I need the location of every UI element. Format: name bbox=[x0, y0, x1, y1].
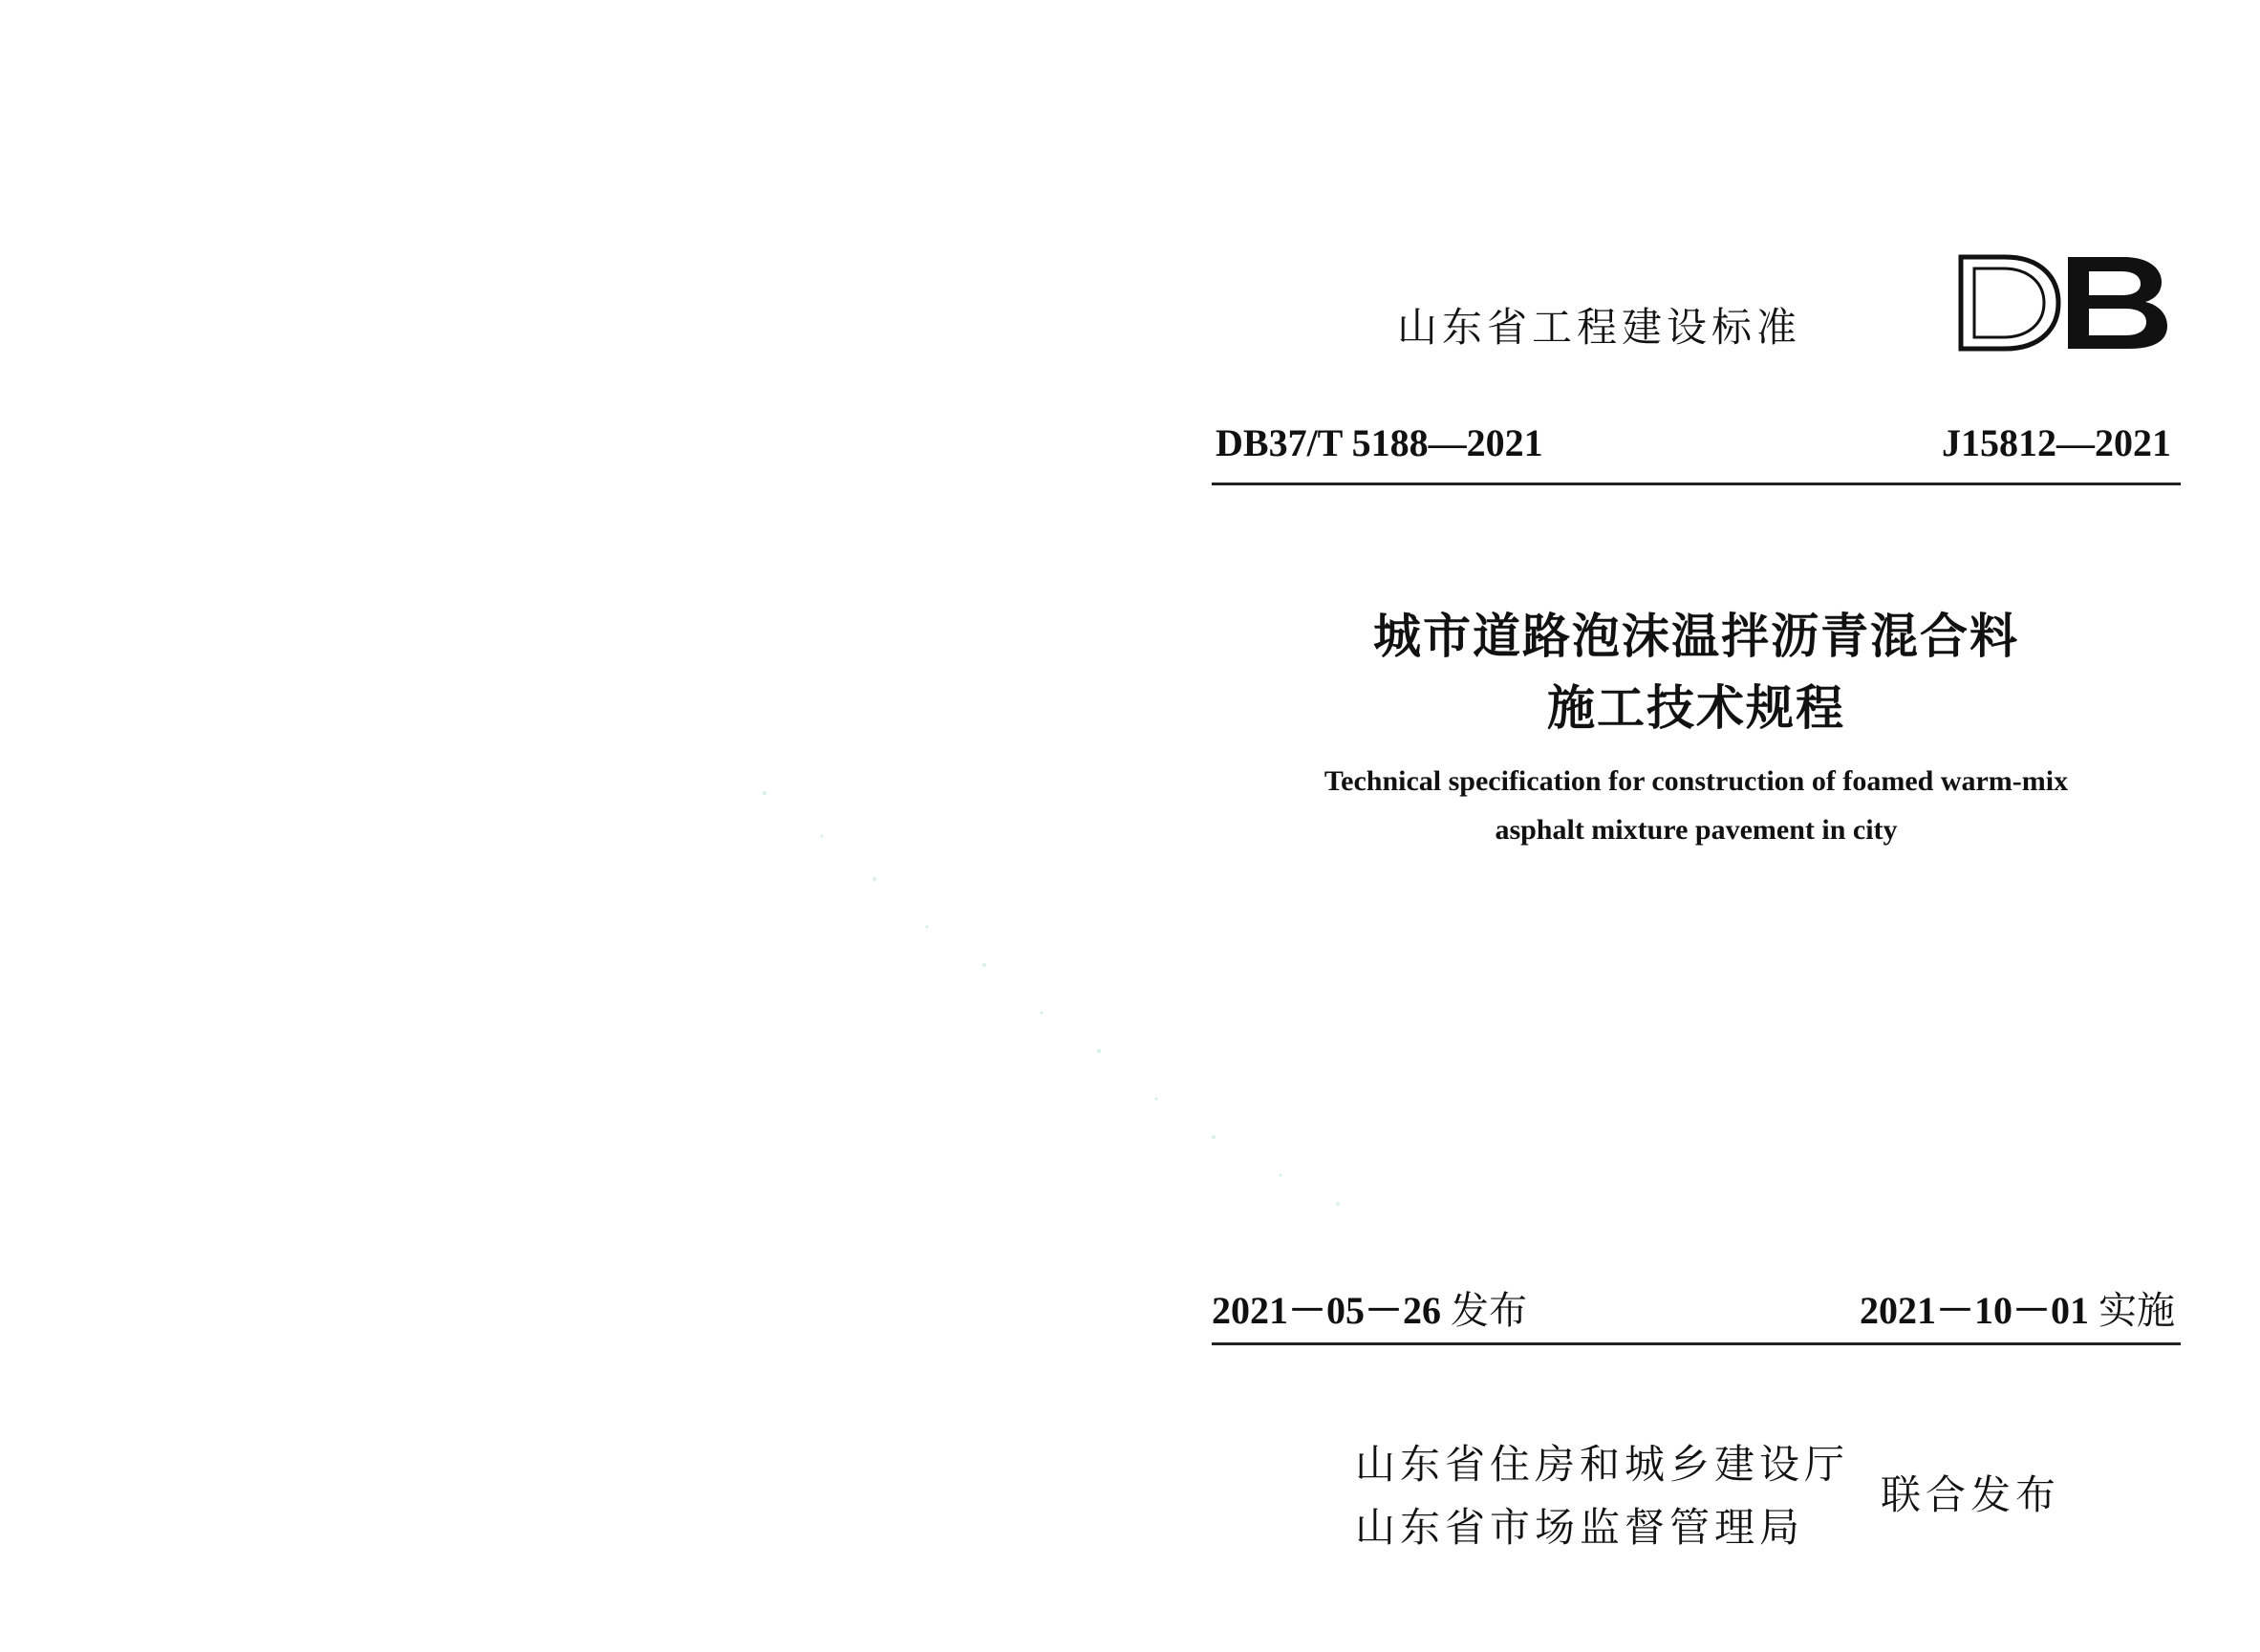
db-logo bbox=[1955, 253, 2171, 353]
effective-date: 2021－10－01 bbox=[1860, 1289, 2089, 1332]
title-en-line2: asphalt mixture pavement in city bbox=[1495, 814, 1898, 846]
bottom-divider bbox=[1212, 1342, 2181, 1345]
issue-label: 发布 bbox=[1451, 1289, 1527, 1333]
title-cn-line2: 施工技术规程 bbox=[1547, 681, 1845, 735]
issuer-line2: 山东省市场监督管理局 bbox=[1355, 1504, 1805, 1551]
title-cn-line1: 城市道路泡沫温拌沥青混合料 bbox=[1373, 610, 2019, 663]
issue-date: 2021－05－26 bbox=[1212, 1289, 1441, 1332]
title-en-line1: Technical specification for construction of foamed warm-mix bbox=[1324, 765, 2069, 797]
record-number: J15812—2021 bbox=[1942, 421, 2171, 464]
issuer-line1: 山东省住房和城乡建设厅 bbox=[1355, 1441, 1850, 1488]
issue-date-group bbox=[1212, 1280, 1527, 1335]
standard-category: 山东省工程建设标准 bbox=[1397, 304, 1802, 351]
standard-number: DB37/T 5188—2021 bbox=[1216, 421, 1543, 464]
effective-date-group bbox=[1860, 1280, 2175, 1335]
top-divider bbox=[1212, 483, 2181, 485]
effective-label: 实施 bbox=[2099, 1289, 2175, 1333]
joint-release-label: 联合发布 bbox=[1881, 1471, 2061, 1518]
